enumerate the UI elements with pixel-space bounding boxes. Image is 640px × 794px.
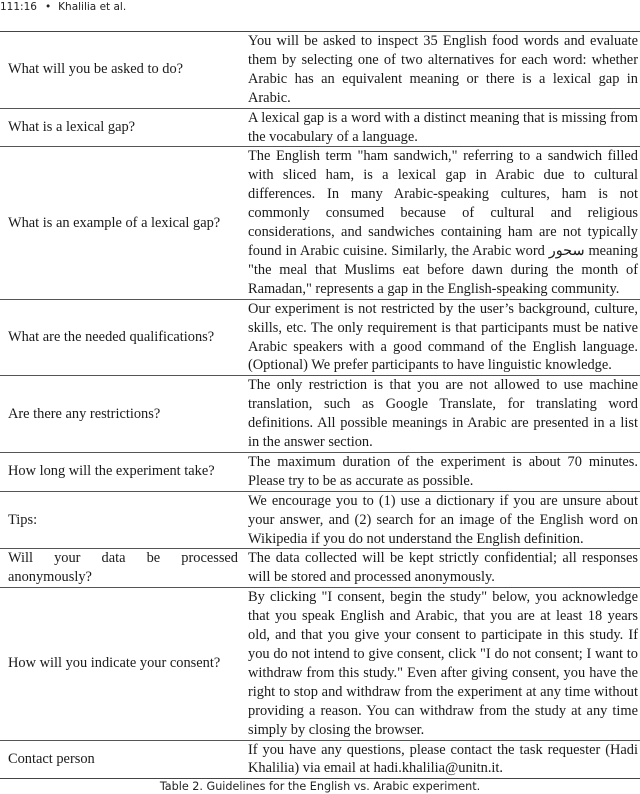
row-question: What will you be asked to do? <box>0 32 240 109</box>
row-question: Tips: <box>0 491 240 549</box>
table-row <box>0 740 640 779</box>
row-answer: A lexical gap is a word with a distinct meaning that is missing from the vocabulary of a language. <box>240 108 640 147</box>
table-row <box>0 32 640 109</box>
row-answer: The maximum duration of the experiment is about 70 minutes. Please try to be as accurate as possible. <box>240 452 640 491</box>
table-row <box>0 452 640 491</box>
row-answer: If you have any questions, please contact the task requester (Hadi Khalilia) via email at hadi.khalilia@unitn.it. <box>240 740 640 779</box>
table-row <box>0 491 640 549</box>
page-number: 111:16 <box>0 1 37 13</box>
table-row <box>0 108 640 147</box>
row-answer: You will be asked to inspect 35 English food words and evaluate them by selecting one of two alternatives for each word: whether Arabic has an equivalent meaning or there is a lexical gap in Arabic. <box>240 32 640 109</box>
row-question: Are there any restrictions? <box>0 376 240 453</box>
row-question: What are the needed qualifications? <box>0 299 240 376</box>
row-answer: Our experiment is not restricted by the user’s background, culture, skills, etc. The only requirement is that participants must be native Arabic speakers with a good command of the English language. (Optional) We prefer participants to have linguistic knowledge. <box>240 299 640 376</box>
row-question: What is an example of a lexical gap? <box>0 147 240 299</box>
table-caption: Table 2. Guidelines for the English vs. Arabic experiment. <box>159 780 481 793</box>
row-answer: By clicking "I consent, begin the study" below, you acknowledge that you speak English and Arabic, that you are at least 18 years old, and that you give your consent to participate in this study. If you do not intend to give consent, click "I do not consent; I want to withdraw from this study." Even after giving consent, you have the right to stop and withdraw from the experiment at any time without providing a reason. You can withdraw from the study at any time simply by closing the browser. <box>240 588 640 740</box>
guidelines-table <box>0 31 640 779</box>
row-question: How long will the experiment take? <box>0 452 240 491</box>
header-separator: • <box>44 1 52 13</box>
table-row <box>0 549 640 588</box>
row-answer: The data collected will be kept strictly confidential; all responses will be stored and processed anonymously. <box>240 549 640 588</box>
row-question: How will you indicate your consent? <box>0 588 240 740</box>
row-question: Will your data be processed anonymously? <box>0 549 240 588</box>
row-question: Contact person <box>0 740 240 779</box>
table-row <box>0 376 640 453</box>
row-answer: The only restriction is that you are not allowed to use machine translation, such as Google Translate, for translating word definitions. All possible meanings in Arabic are presented in a list in the answer section. <box>240 376 640 453</box>
header-authors: Khalilia et al. <box>58 1 127 13</box>
row-answer: The English term "ham sandwich," referring to a sandwich filled with sliced ham, is a lexical gap in Arabic due to cultural differences. In many Arabic-speaking cultures, ham is not commonly consumed because of cultural and religious considerations, and sandwiches containing ham are not typically found in Arabic cuisine. Similarly, the Arabic word سحور meaning "the meal that Muslims eat before dawn during the month of Ramadan," represents a gap in the English-speaking community. <box>240 147 640 299</box>
row-question: What is a lexical gap? <box>0 108 240 147</box>
running-header <box>0 0 640 18</box>
table-row <box>0 588 640 740</box>
table-row <box>0 147 640 299</box>
table-row <box>0 299 640 376</box>
row-answer: We encourage you to (1) use a dictionary if you are unsure about your answer, and (2) search for an image of the English word on Wikipedia if you do not understand the English definition. <box>240 491 640 549</box>
